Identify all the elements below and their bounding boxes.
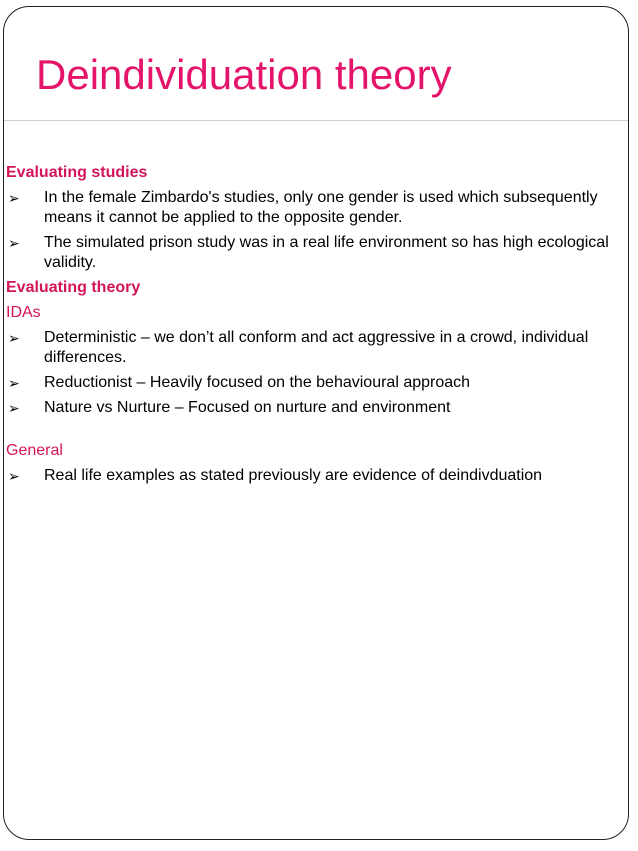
arrow-bullet-icon: ➢ (8, 375, 20, 391)
arrow-bullet-icon: ➢ (8, 468, 20, 484)
bullet-item (6, 398, 618, 418)
section-heading-idas: IDAs (6, 304, 41, 321)
bullet-item (6, 466, 618, 486)
slide-content (6, 163, 618, 491)
title-divider (4, 120, 628, 121)
bullet-text: Deterministic – we don’t all conform and act aggressive in a crowd, individual differences. (44, 329, 589, 366)
bullet-text: Nature vs Nurture – Focused on nurture and environment (44, 399, 451, 416)
bullet-text: The simulated prison study was in a real life environment so has high ecological validity. (44, 234, 609, 271)
bullet-item (6, 373, 618, 393)
arrow-bullet-icon: ➢ (8, 400, 20, 416)
bullet-text: Real life examples as stated previously are evidence of deindivduation (44, 467, 543, 484)
bullet-text: In the female Zimbardo's studies, only one gender is used which subsequently means it cannot be applied to the opposite gender. (44, 189, 598, 226)
slide-title: Deindividuation theory (36, 51, 452, 98)
bullet-text: Reductionist – Heavily focused on the behavioural approach (44, 374, 471, 391)
section-heading-evaluating-theory: Evaluating theory (6, 279, 141, 296)
arrow-bullet-icon: ➢ (8, 190, 20, 206)
bullet-item (6, 188, 618, 228)
arrow-bullet-icon: ➢ (8, 235, 20, 251)
bullet-item (6, 328, 618, 368)
section-heading-general: General (6, 442, 63, 459)
section-heading-evaluating-studies: Evaluating studies (6, 164, 148, 181)
spacer (6, 423, 618, 441)
bullet-item (6, 233, 618, 273)
arrow-bullet-icon: ➢ (8, 330, 20, 346)
